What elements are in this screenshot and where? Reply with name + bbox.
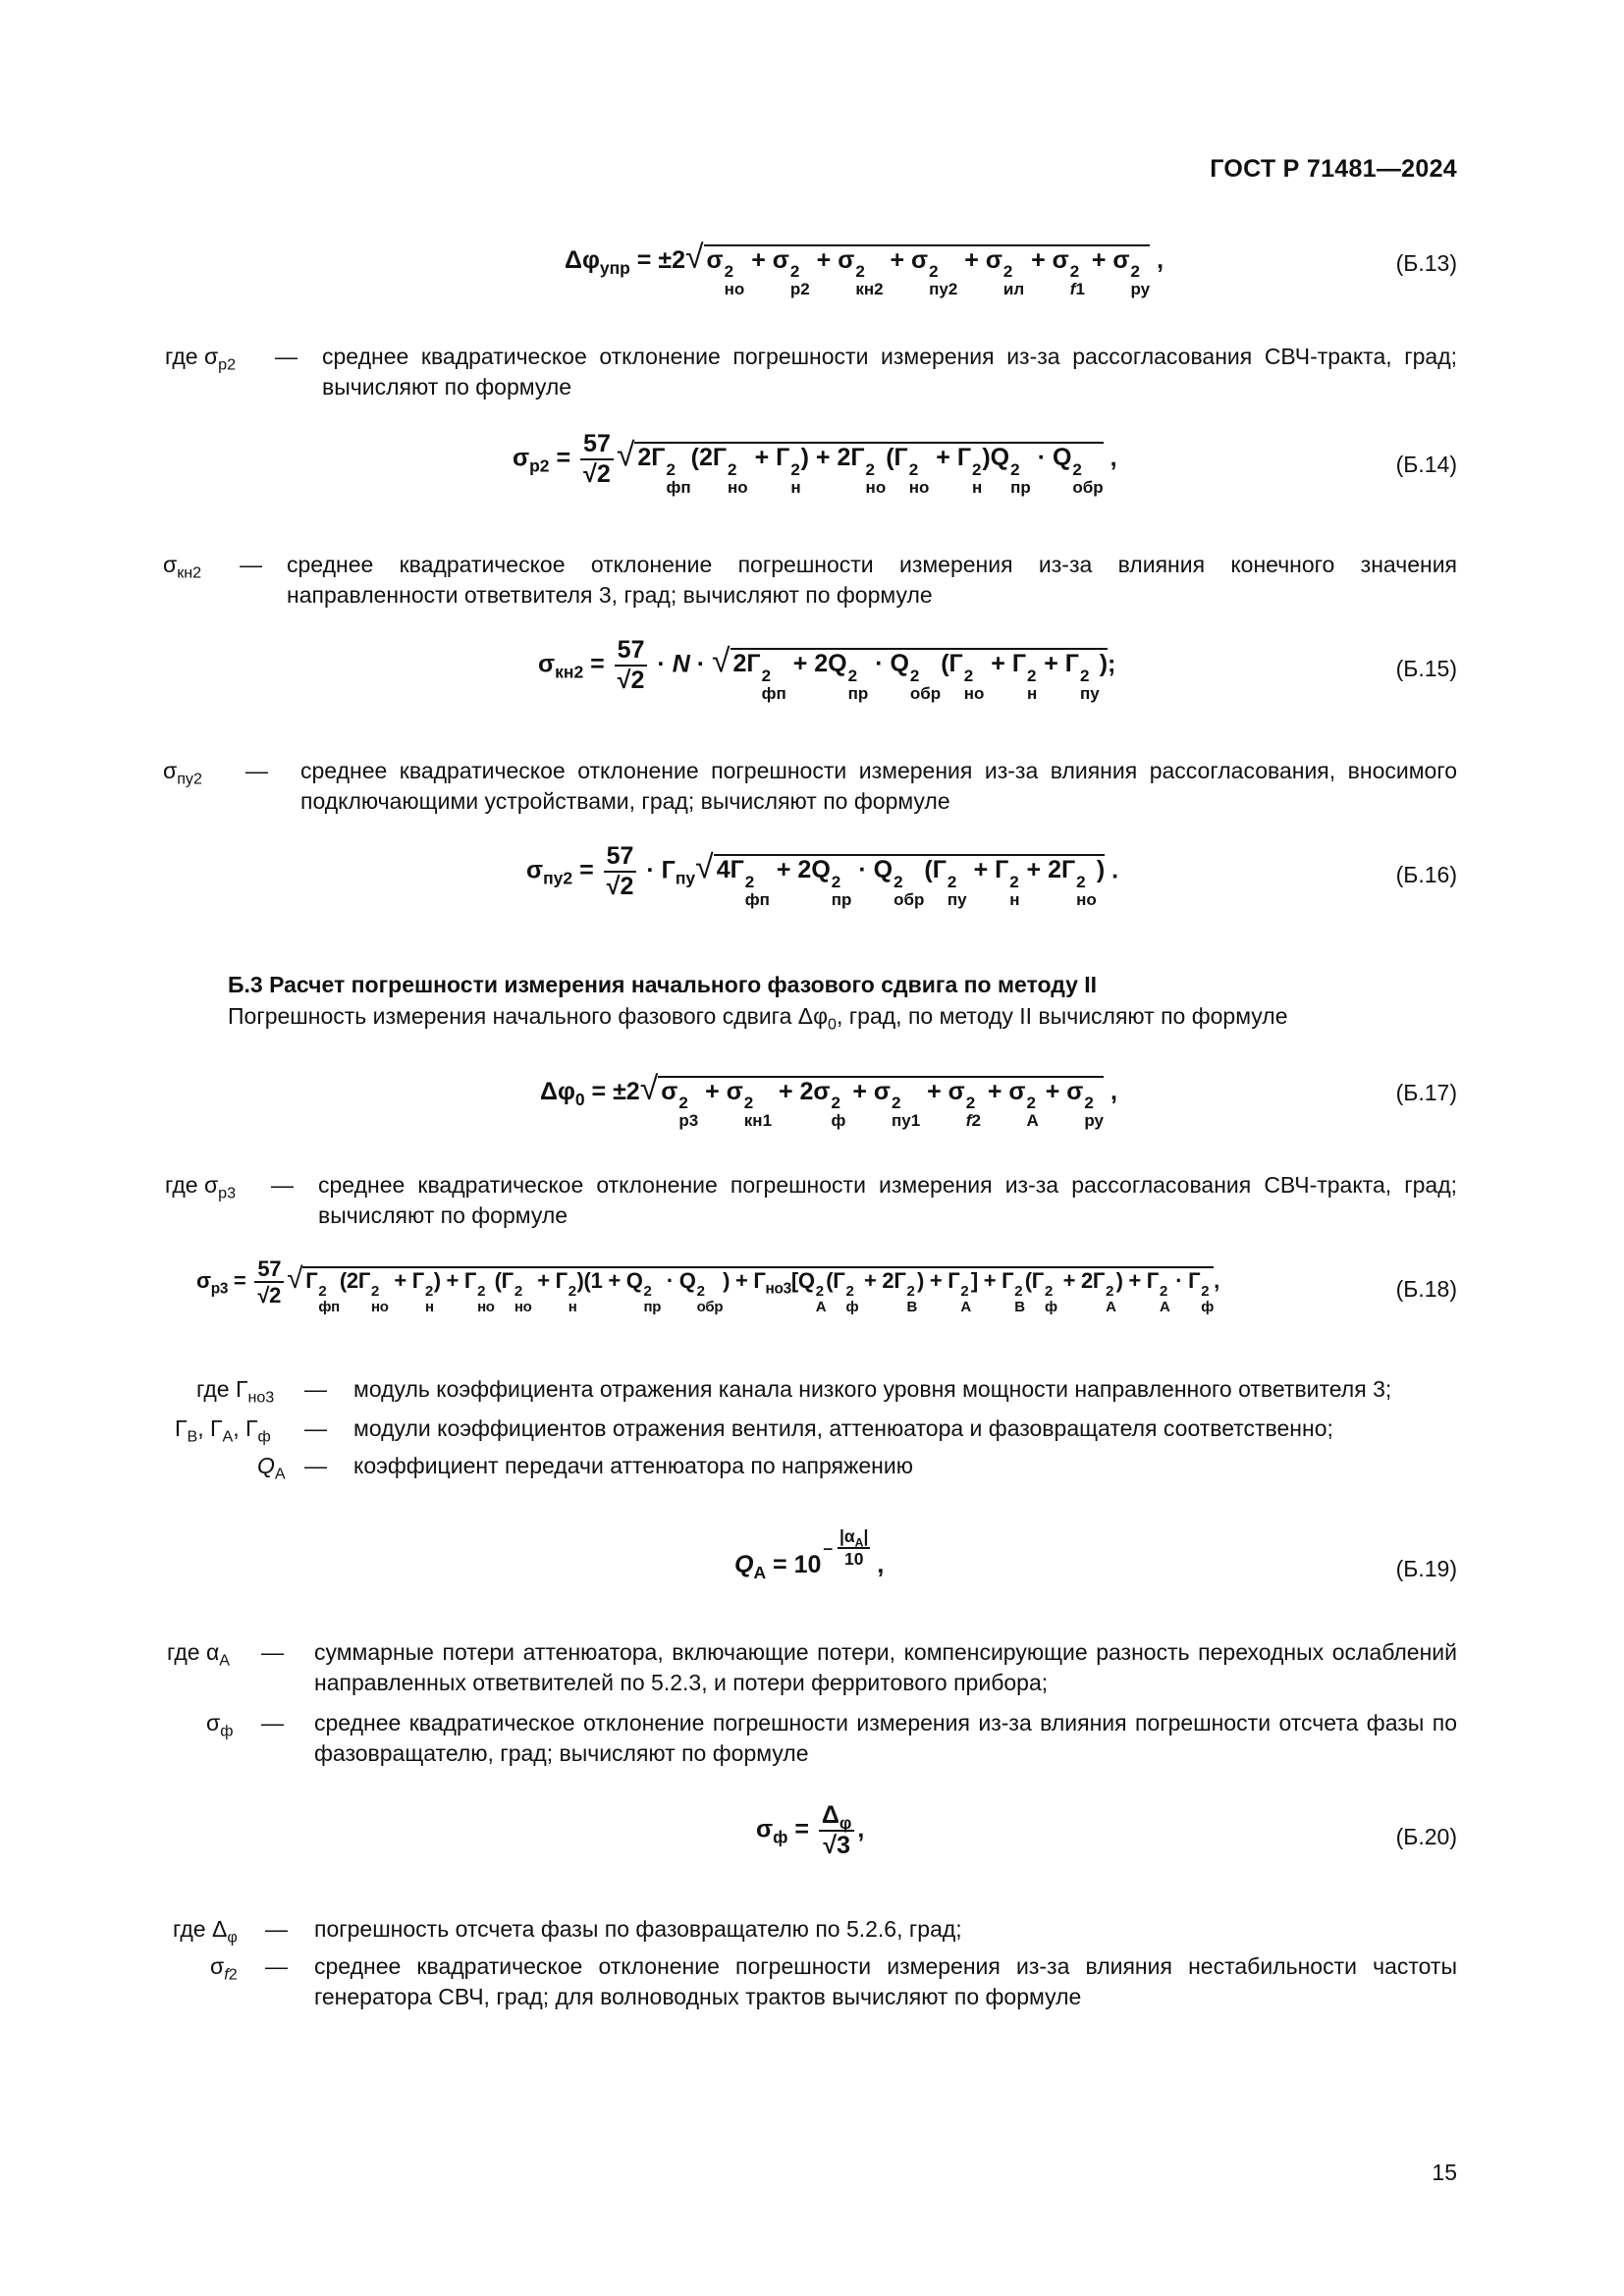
definition-symbol: где $\sigma_{р2}$: [165, 344, 237, 374]
definition-symbol: $\sigma_{f2}$: [210, 1953, 238, 1984]
definition-symbol: где $Г_{но3}$: [196, 1376, 275, 1407]
equation-number: (Б.15): [1395, 656, 1457, 681]
definition-text: среднее квадратическое отклонение погрешности измерения из-за влияния рассогласования, вносимого подключающими устройствами, град; вычисляют по формуле: [300, 758, 1457, 814]
formula-b19: $Q_А = 10$ – $|\alpha_А|$ 10 ,: [734, 1526, 885, 1582]
definition-text: коэффициент передачи аттенюатора по напряжению: [353, 1453, 913, 1478]
definition-symbol: где $\Delta_\varphi$: [173, 1916, 238, 1947]
formula-b14: $\sigma_{р2}$ = $\frac{57}{√2}$ √ 2Г 2 фп (2Г 2 но + Г 2 н ) + 2Г 2 но (Г 2 но + Г 2 н )Q 2 пр · Q 2 обр ,: [513, 430, 1117, 497]
page-number: 15: [1432, 2160, 1457, 2185]
definition-symbol: $\sigma_{кн2}$: [163, 552, 202, 582]
definition-text: модуль коэффициента отражения канала низкого уровня мощности направленного ответвителя 3;: [353, 1376, 1392, 1402]
definition-text: среднее квадратическое отклонение погрешности измерения из-за рассогласования СВЧ-тракта, град; вычисляют по формуле: [318, 1172, 1457, 1228]
formula-b15: $\sigma_{кн2}$ = $\frac{57}{√2}$ · N · √ 2Г 2 фп + 2Q 2 пр · Q 2 обр (Г 2 но + Г 2 н + Г 2 пу );: [538, 636, 1116, 703]
definition-text: среднее квадратическое отклонение погрешности измерения из-за влияния конечного значения направленности ответвителя 3, град; вычисляют по формуле: [287, 552, 1457, 608]
formula-b18: $\sigma_{р3}$ = $\frac{57}{√2}$ √ Г 2 фп (2Г 2 но + Г 2 н ) + Г 2 но (Г 2 но + Г 2 н )(1 + Q 2 пр · Q 2 обр ) + $Г_{но3}[Q$ 2 А (Г 2 ф + 2Г 2 В ) + Г 2 А ] + Г 2 В (Г 2 ф + 2Г 2 А ) + Г 2 А · Г 2 ф ,: [196, 1256, 1219, 1316]
equation-number: (Б.14): [1395, 452, 1457, 477]
definition-text: среднее квадратическое отклонение погрешности измерения из-за рассогласования СВЧ-тракта, град; вычисляют по формуле: [322, 344, 1457, 400]
definition-text: среднее квадратическое отклонение погрешности измерения из-за влияния погрешности отсчета фазы по фазовращателю, град; вычисляют по формуле: [314, 1710, 1457, 1766]
section-heading: Б.3 Расчет погрешности измерения начального фазового сдвига по методу II: [228, 972, 1098, 997]
definition-text: среднее квадратическое отклонение погрешности измерения из-за влияния нестабильности частоты генератора СВЧ, град; для волноводных трактов вычисляют по формуле: [314, 1953, 1457, 2009]
definition-symbol: где $\sigma_{р3}$: [165, 1172, 237, 1202]
section-intro: Погрешность измерения начального фазового сдвига $\Delta\varphi_0$, град, по методу II вычисляют по формуле: [228, 1003, 1288, 1034]
definition-symbol: $Г_В$, $Г_А$, $Г_ф$: [175, 1415, 271, 1446]
definition-text: модули коэффициентов отражения вентиля, аттенюатора и фазовращателя соответственно;: [353, 1415, 1333, 1441]
formula-b20: $\sigma_ф$ = $\frac{\Delta_\varphi}{√3}$ ,: [756, 1801, 865, 1859]
document-header: ГОСТ Р 71481—2024: [1210, 155, 1457, 183]
definition-text: суммарные потери аттенюатора, включающие потери, компенсирующие разность переходных ослаблений направленных ответвителей по 5.2.3, и потери ферритового прибора;: [314, 1639, 1457, 1695]
equation-number: (Б.17): [1395, 1080, 1457, 1105]
equation-number: (Б.18): [1395, 1276, 1457, 1302]
formula-b17: $\Delta\varphi_0 = \pm 2√$ σ 2 р3 + σ 2 кн1 + 2σ 2 ф + σ 2 пу1 + σ 2 f2 + σ 2 А + σ 2 ру ,: [540, 1070, 1117, 1131]
equation-number: (Б.16): [1395, 862, 1457, 887]
formula-b16: $\sigma_{пу2}$ = $\frac{57}{√2}$ · $Г_{пу}√$ 4Г 2 фп + 2Q 2 пр · Q 2 обр (Г 2 пу + Г 2 н + 2Г 2 но ) .: [526, 842, 1119, 909]
equation-number: (Б.13): [1395, 250, 1457, 276]
formula-b13: $\Delta\varphi_{упр} = \pm 2√$ σ 2 но + σ 2 р2 + σ 2 кн2 + σ 2 пу2 + σ 2 ил + σ 2 f1 + σ 2 ру ,: [565, 239, 1164, 299]
definition-symbol: $\sigma_{пу2}$: [163, 758, 202, 788]
definition-symbol: $Q_А$: [257, 1453, 286, 1483]
definition-text: погрешность отсчета фазы по фазовращателю по 5.2.6, град;: [314, 1916, 962, 1942]
equation-number: (Б.19): [1395, 1556, 1457, 1581]
definition-symbol: $\sigma_ф$: [206, 1710, 234, 1740]
definition-symbol: где $\alpha_А$: [167, 1639, 231, 1670]
equation-number: (Б.20): [1395, 1824, 1457, 1849]
